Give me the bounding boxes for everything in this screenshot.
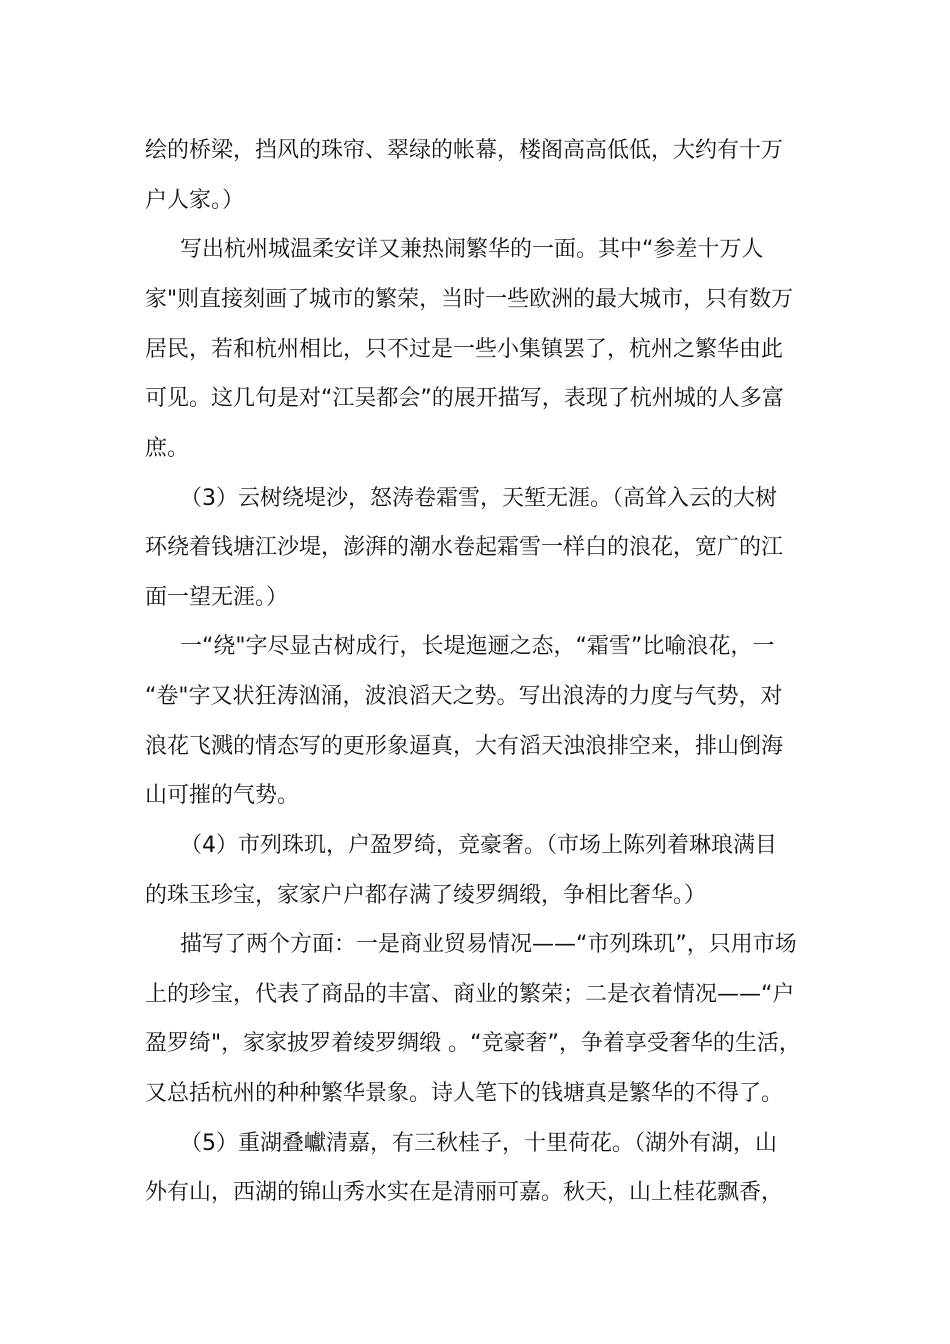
text-line: 绘的桥梁，挡风的珠帘、翠绿的帐幕，楼阁高高低低，大约有十万	[145, 138, 784, 163]
text-line: 面一望无涯。）	[145, 585, 289, 610]
paragraph-start-line: 描写了两个方面：一是商业贸易情况——“市列珠玑”，只用市场	[180, 932, 797, 957]
paragraph-start-line: 写出杭州城温柔安详又兼热闹繁华的一面。其中“参差十万人	[180, 237, 764, 262]
text-line: 庶。	[145, 436, 190, 461]
text-line: 可见。这几句是对“江吴都会”的展开描写，表现了杭州城的人多富	[145, 386, 784, 411]
text-line: 山可摧的气势。	[145, 783, 300, 808]
paragraph-start-line: （4）市列珠玑，户盈罗绮，竞豪奢。（市场上陈列着琳琅满目	[180, 833, 777, 858]
paragraph-start-line: 一“绕"字尽显古树成行，长堤迤逦之态，“霜雪”比喻浪花，一	[180, 634, 775, 659]
text-line: 环绕着钱塘江沙堤，澎湃的潮水卷起霜雪一样白的浪花，宽广的江	[145, 535, 784, 560]
text-line: 家"则直接刻画了城市的繁荣，当时一些欧洲的最大城市，只有数万	[145, 287, 794, 312]
text-line: 居民，若和杭州相比，只不过是一些小集镇罢了，杭州之繁华由此	[145, 337, 784, 362]
paragraph-start-line: （5）重湖叠巘清嘉，有三秋桂子，十里荷花。（湖外有湖，山	[180, 1131, 777, 1156]
text-line: 又总括杭州的种种繁华景象。诗人笔下的钱塘真是繁华的不得了。	[145, 1081, 784, 1106]
text-line: 的珠玉珍宝，家家户户都存满了绫罗绸缎，争相比奢华。）	[145, 883, 707, 908]
text-line: 户人家。）	[145, 188, 245, 213]
text-line: 上的珍宝，代表了商品的丰富、商业的繁荣；二是衣着情况——“户	[145, 982, 795, 1007]
text-line: 浪花飞溅的情态写的更形象逼真，大有滔天浊浪排空来，排山倒海	[145, 734, 784, 759]
text-line: “卷"字又状狂涛汹涌，波浪滔天之势。写出浪涛的力度与气势，对	[145, 684, 783, 709]
paragraph-start-line: （3）云树绕堤沙，怒涛卷霜雪，天堑无涯。（高耸入云的大树	[180, 486, 777, 511]
text-line: 外有山，西湖的锦山秀水实在是清丽可嘉。秋天，山上桂花飘香，	[145, 1180, 784, 1205]
text-line: 盈罗绮"，家家披罗着绫罗绸缎 。“竞豪奢”，争着享受奢华的生活，	[145, 1031, 801, 1056]
